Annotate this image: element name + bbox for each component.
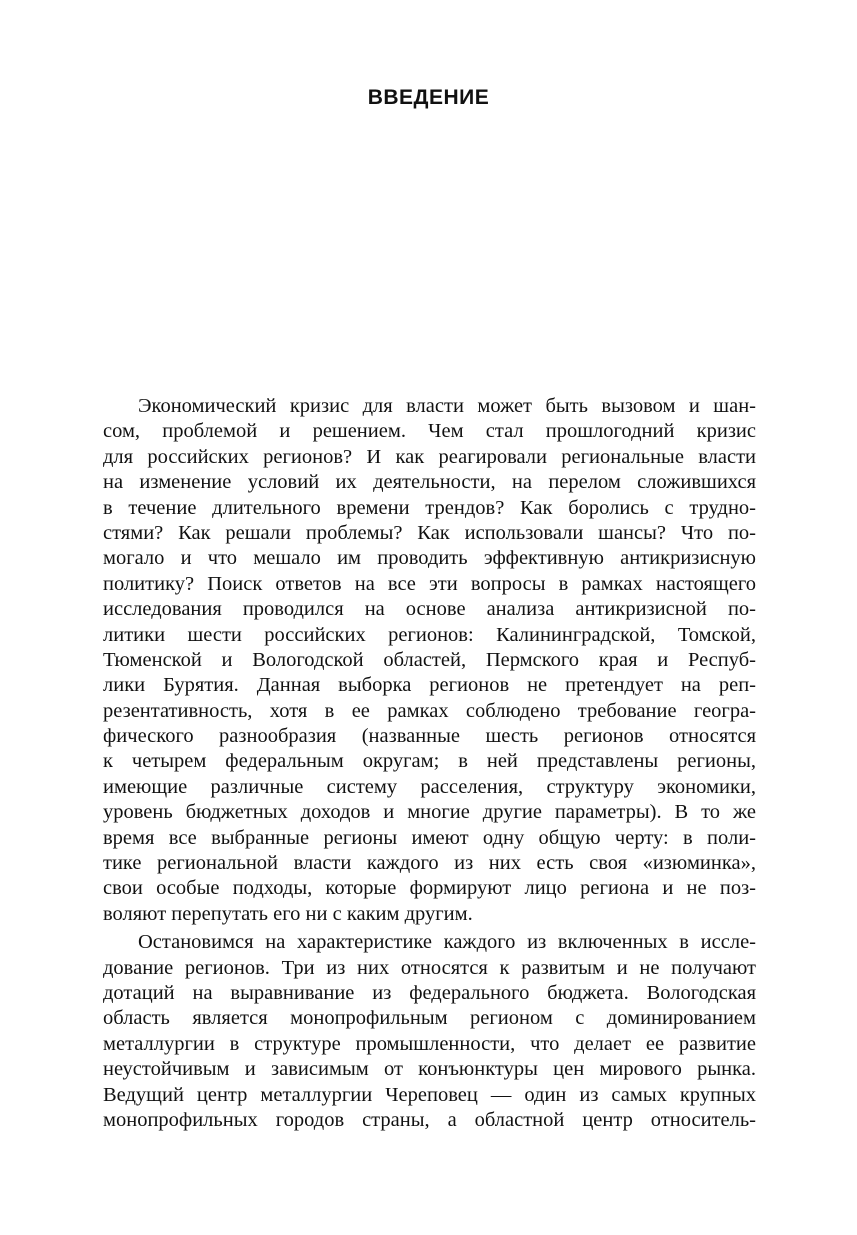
text-line: политику? Поиск ответов на все эти вопросы в рамках настоящего <box>103 572 756 595</box>
text-line: резентативность, хотя в ее рамках соблюдено требование геогра- <box>103 699 756 722</box>
page-title: ВВЕДЕНИЕ <box>367 86 490 109</box>
text-line: тике региональной власти каждого из них есть своя «изюминка», <box>103 852 756 875</box>
text-line: в течение длительного времени трендов? Как боролись с трудно- <box>103 496 756 519</box>
text-line: Ведущий центр металлургии Череповец — один из самых крупных <box>103 1083 756 1106</box>
paragraph-2 <box>103 930 756 1133</box>
text-line: стями? Как решали проблемы? Как использовали шансы? Что по- <box>103 521 756 544</box>
text-line: время все выбранные регионы имеют одну общую черту: в поли- <box>103 826 756 849</box>
text-line: Тюменской и Вологодской областей, Пермского края и Респуб- <box>103 648 756 671</box>
text-line: Остановимся на характеристике каждого из включенных в иссле- <box>138 931 756 954</box>
text-line: фического разнообразия (названные шесть регионов относятся <box>103 725 756 748</box>
text-line: имеющие различные систему расселения, структуру экономики, <box>103 775 756 798</box>
text-line: неустойчивым и зависимым от конъюнктуры цен мирового рынка. <box>103 1058 756 1081</box>
text-line: дотаций на выравнивание из федерального бюджета. Вологодская <box>103 981 756 1004</box>
text-line: исследования проводился на основе анализа антикризисной по- <box>103 598 756 621</box>
text-line: уровень бюджетных доходов и многие другие параметры). В то же <box>103 801 756 824</box>
text-line: лики Бурятия. Данная выборка регионов не претендует на реп- <box>103 674 756 697</box>
text-line: воляют перепутать его ни с каким другим. <box>103 902 473 925</box>
text-line: дование регионов. Три из них относятся к развитым и не получают <box>103 956 756 979</box>
text-line: монопрофильных городов страны, а областной центр относитель- <box>103 1108 756 1131</box>
paragraph-1 <box>103 394 756 927</box>
text-line: свои особые подходы, которые формируют лицо региона и не поз- <box>103 877 756 900</box>
text-line: к четырем федеральным округам; в ней представлены регионы, <box>103 750 756 773</box>
text-line: металлургии в структуре промышленности, что делает ее развитие <box>103 1032 756 1055</box>
text-line: на изменение условий их деятельности, на перелом сложившихся <box>103 471 756 494</box>
body-text <box>103 394 756 1136</box>
text-line: сом, проблемой и решением. Чем стал прошлогодний кризис <box>103 420 756 443</box>
text-line: для российских регионов? И как реагировали региональные власти <box>103 445 756 468</box>
text-line: Экономический кризис для власти может быть вызовом и шан- <box>138 395 756 417</box>
text-line: область является монопрофильным регионом с доминированием <box>103 1007 756 1030</box>
text-line: могало и что мешало им проводить эффективную антикризисную <box>103 547 756 570</box>
text-line: литики шести российских регионов: Калининградской, Томской, <box>103 623 756 646</box>
